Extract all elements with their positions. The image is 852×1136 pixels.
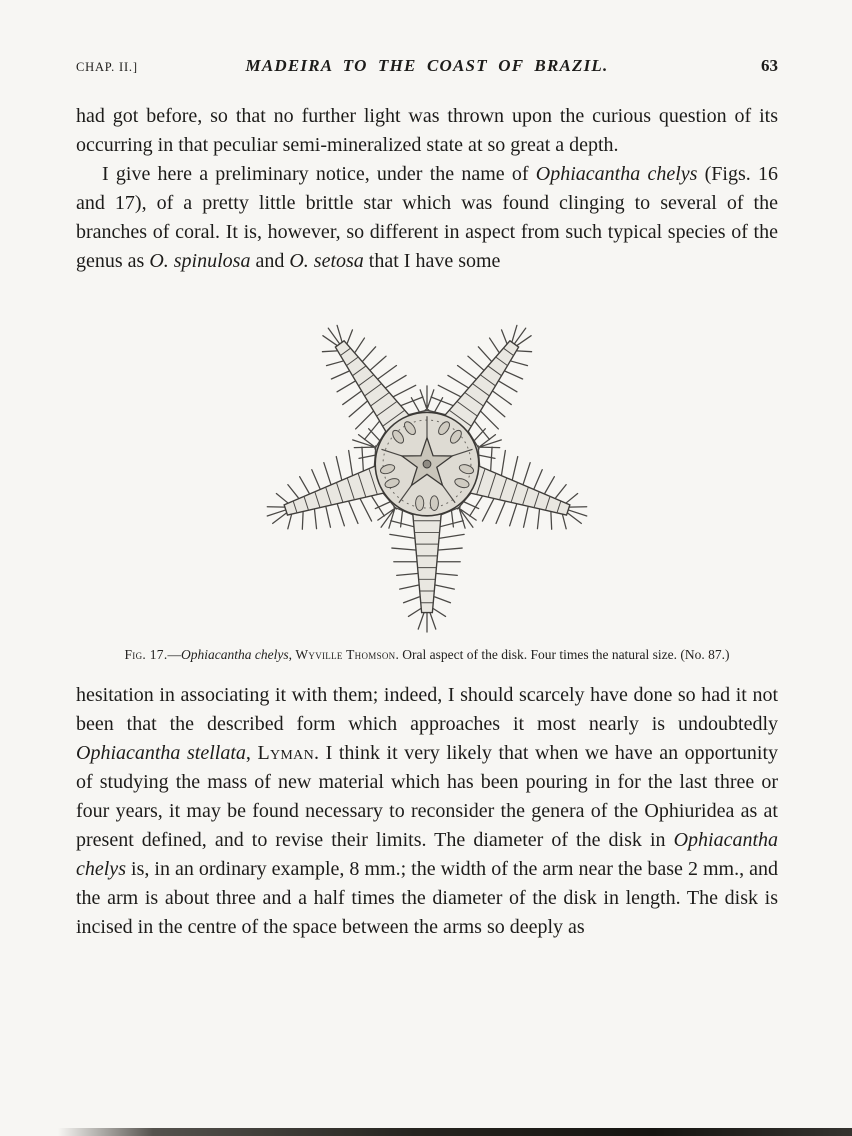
text-run: that I have some: [363, 250, 501, 272]
text-run: Lyman: [257, 742, 314, 764]
text-run: I give here a preliminary notice, under the name of: [102, 163, 536, 185]
running-title: MADEIRA TO THE COAST OF BRAZIL.: [245, 56, 609, 75]
text-run: O. setosa: [289, 250, 364, 272]
text-run: ,: [245, 742, 258, 764]
mouth-opening: [423, 460, 431, 468]
text-run: (Figs. 16 and 17), of a pretty little brittle star which was found clinging to several of the branches of coral. It is, however, so different in aspect from such typical species of the genus as: [76, 163, 779, 272]
text-run: ,: [288, 647, 296, 662]
text-run: had got before, so that no further light was thrown upon the curious question of its occurring in that peculiar semi-mineralized state at so great a depth.: [76, 105, 778, 156]
running-head: [76, 56, 778, 76]
figure-caption: [76, 645, 778, 665]
text-run: Ophiacantha chelys: [76, 829, 778, 880]
paragraph-2: [76, 160, 778, 276]
paragraph-1: [76, 102, 778, 160]
text-run: O. spinulosa: [149, 250, 251, 272]
text-run: . I think it very likely that when we have an opportunity of studying the mass of new material which has been pouring in for the last three or four years, it may be found necessary to reconsider the genera of the Ophiuridea as at present defined, and to revise their limits. The diameter of the disk in: [76, 742, 779, 851]
brittle-star-engraving: [217, 298, 637, 635]
page-number: 63: [761, 56, 778, 75]
page-body: [76, 102, 778, 942]
text-run: —: [167, 647, 181, 662]
chapter-label: CHAP. II.]: [76, 60, 138, 74]
text-run: Ophiacantha chelys: [535, 163, 698, 185]
text-run: Ophiacantha chelys: [181, 647, 289, 662]
scan-edge-artifact: [58, 1128, 852, 1136]
text-run: Fig. 17.: [124, 647, 168, 662]
text-run: and: [250, 250, 290, 272]
text-run: is, in an ordinary example, 8 mm.; the width of the arm near the base 2 mm., and the arm is about three and a half times the diameter of the disk in length. The disk is incised in the centre of the space between the arms so deeply as: [76, 858, 778, 938]
text-run: . Oral aspect of the disk. Four times the natural size. (No. 87.): [395, 647, 730, 662]
paragraph-3: [76, 681, 778, 942]
text-run: Ophiacantha stellata: [76, 742, 246, 764]
text-run: hesitation in associating it with them; indeed, I should scarcely have done so had it not been that the described form which approaches it most nearly is undoubtedly: [76, 684, 778, 735]
figure-17: [76, 298, 778, 665]
text-run: Wyville Thomson: [295, 647, 396, 662]
